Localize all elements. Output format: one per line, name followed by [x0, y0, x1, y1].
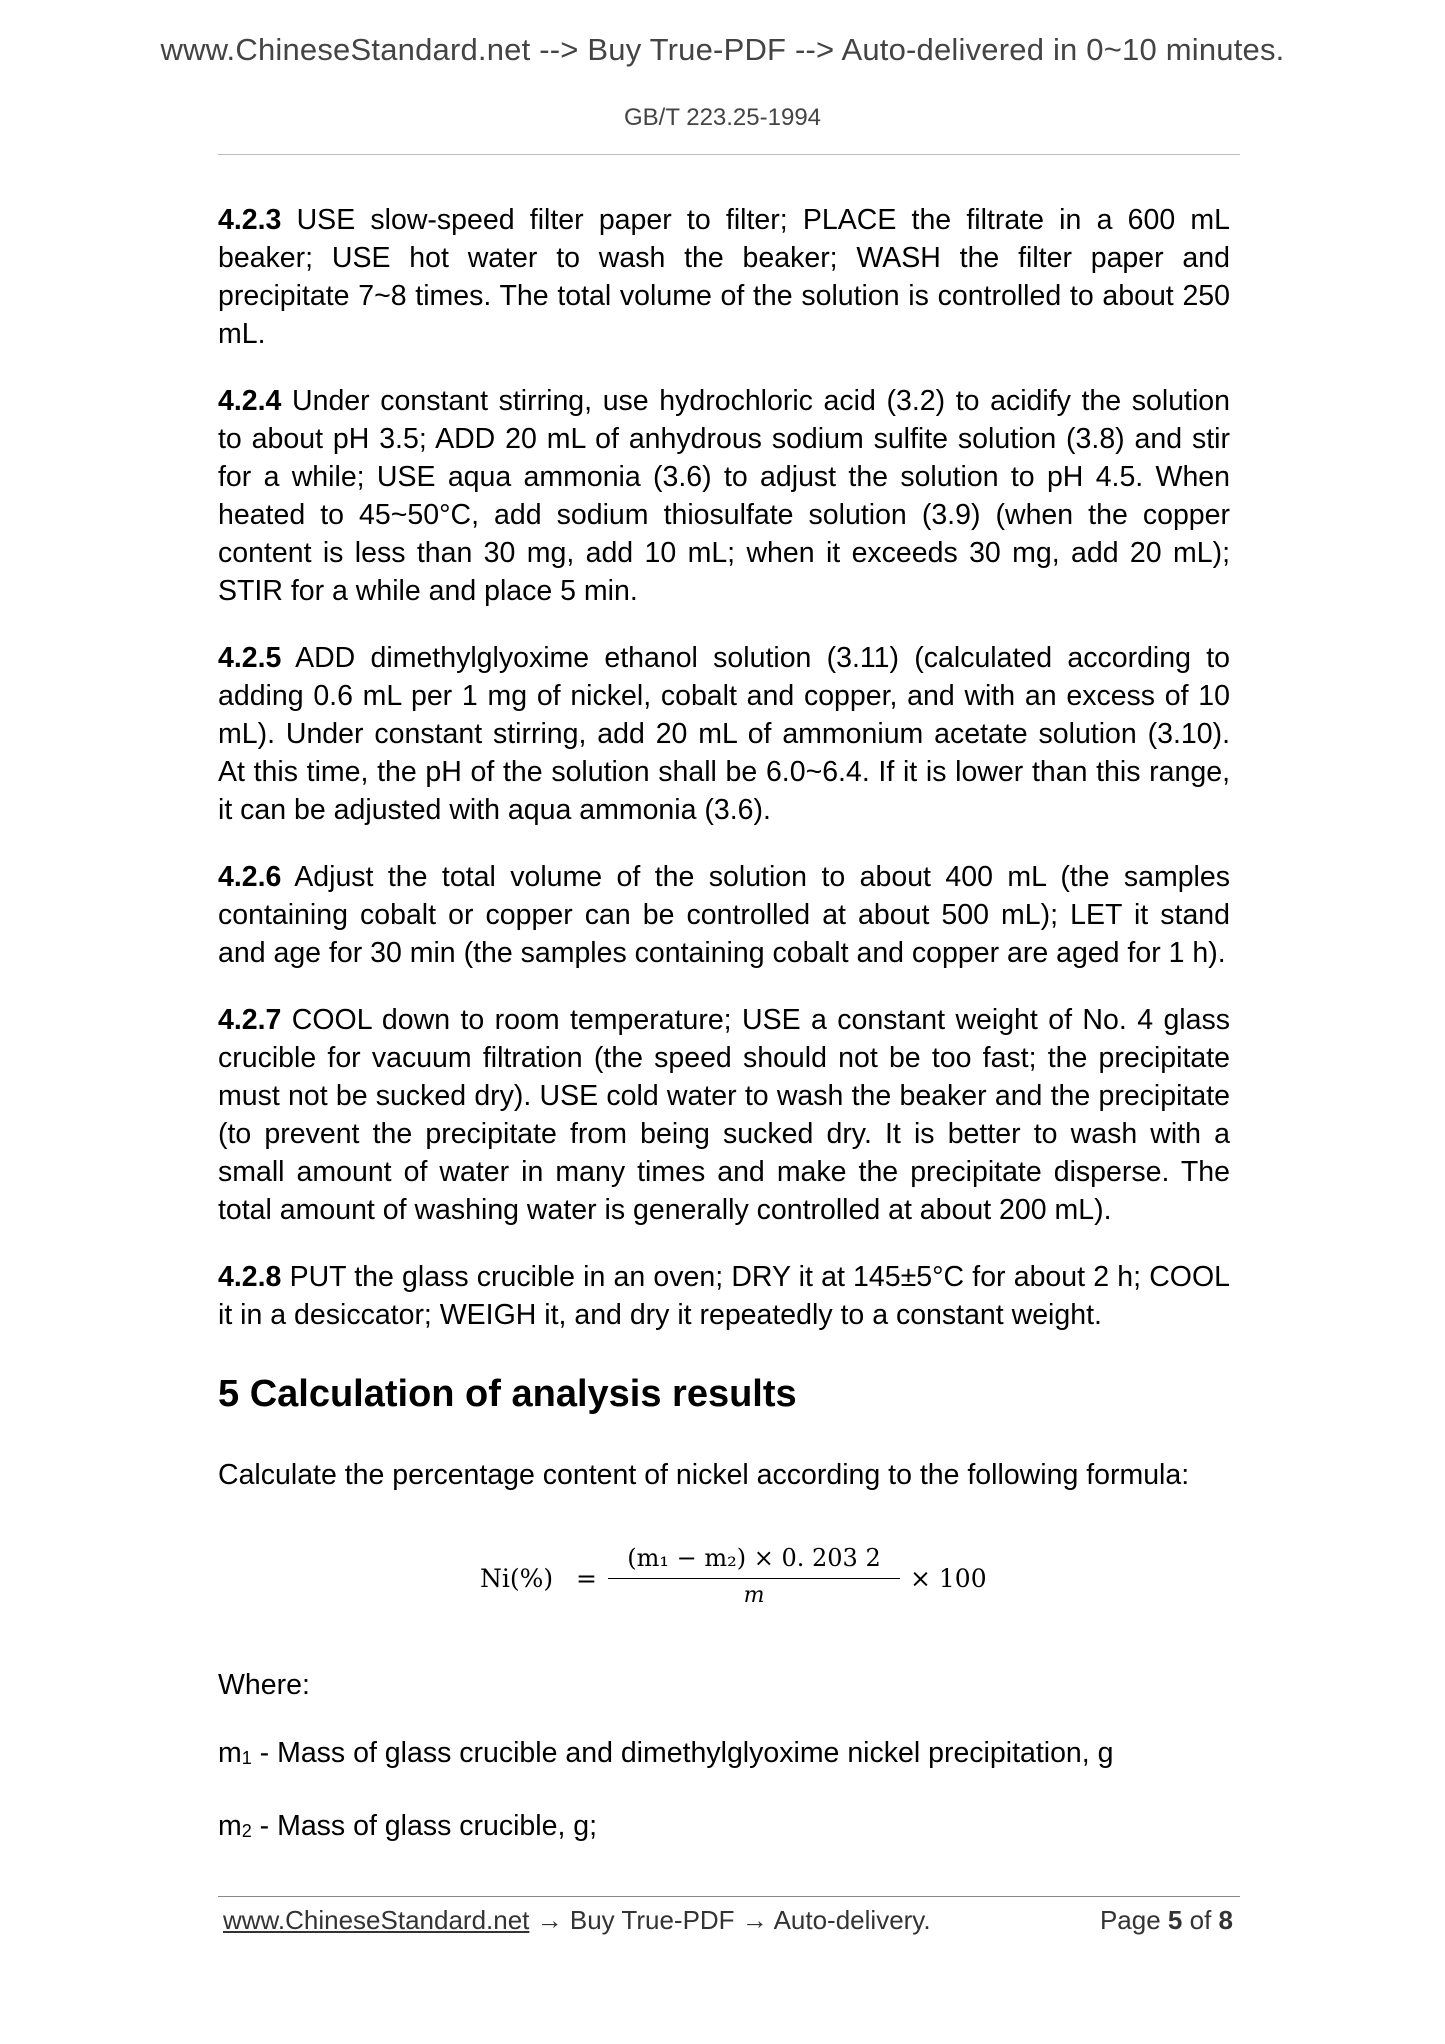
symbol-subscript: 1: [241, 1748, 252, 1768]
paragraph-4-2-7: [218, 1001, 1230, 1229]
header-rule: [218, 154, 1240, 155]
formula-lhs: Ni(%): [480, 1564, 554, 1593]
paragraph-4-2-8: [218, 1258, 1230, 1334]
clause-number: 4.2.8: [218, 1261, 282, 1293]
clause-number: 4.2.3: [218, 204, 282, 236]
clause-number: 4.2.7: [218, 1004, 282, 1036]
paragraph-4-2-6: [218, 858, 1230, 972]
definition-m2: [218, 1807, 1230, 1850]
section-heading: 5 Calculation of analysis results: [218, 1373, 797, 1415]
where-label: Where:: [218, 1669, 310, 1701]
page-number: 5: [1167, 1905, 1183, 1935]
clause-number: 4.2.6: [218, 861, 282, 893]
formula-intro: Calculate the percentage content of nickel according to the following formula:: [218, 1459, 1190, 1491]
formula-equals: =: [576, 1564, 597, 1593]
of-label: of: [1189, 1905, 1212, 1935]
top-banner: www.ChineseStandard.net --> Buy True-PDF --> Auto-delivered in 0~10 minutes.: [160, 32, 1285, 67]
clause-text: ADD dimethylglyoxime ethanol solution (3.11) (calculated according to adding 0.6 mL per 1 mg of nickel, cobalt and copper, and with an excess of 10 mL). Under constant stirring, add 20 mL of ammonium acetate solution (3.10). At this time, the pH of the solution shall be 6.0~6.4. If it is lower than this range, it can be adjusted with aqua ammonia (3.6).: [218, 642, 1230, 826]
paragraph-4-2-4: [218, 382, 1230, 610]
page-content: [218, 201, 1230, 1880]
page-label: Page: [1099, 1905, 1161, 1935]
clause-text: COOL down to room temperature; USE a constant weight of No. 4 glass crucible for vacuum filtration (the speed should not be too fast; the precipitate must not be sucked dry). USE cold water to wash the beaker and the precipitate (to prevent the precipitate from being sucked dry. It is better to wash with a small amount of water in many times and make the precipitate disperse. The total amount of washing water is generally controlled at about 200 mL).: [218, 1004, 1230, 1226]
clause-text: Under constant stirring, use hydrochloric acid (3.2) to acidify the solution to about pH 3.5; ADD 20 mL of anhydrous sodium sulfite solution (3.8) and stir for a while; USE aqua ammonia (3.6) to adjust the solution to pH 4.5. When heated to 45~50°C, add sodium thiosulfate solution (3.9) (when the copper content is less than 30 mg, add 10 mL; when it exceeds 30 mg, add 20 mL); STIR for a while and place 5 min.: [218, 385, 1230, 607]
definition-text: - Mass of glass crucible and dimethylglyoxime nickel precipitation, g: [251, 1737, 1114, 1769]
formula-numerator: (m₁ − m₂) × 0. 203 2: [627, 1544, 881, 1572]
paragraph-4-2-3: [218, 201, 1230, 353]
standard-code: GB/T 223.25-1994: [623, 104, 822, 131]
formula-multiplier: × 100: [910, 1564, 987, 1593]
symbol-subscript: 2: [241, 1821, 252, 1841]
definition-text: - Mass of glass crucible, g;: [251, 1810, 598, 1842]
footer: [223, 1900, 1233, 1940]
clause-text: Adjust the total volume of the solution to about 400 mL (the samples containing cobalt or copper can be controlled at about 500 mL); LET it stand and age for 30 min (the samples containing cobalt and copper are aged for 1 h).: [218, 861, 1230, 969]
footer-link[interactable]: www.ChineseStandard.net: [223, 1905, 530, 1935]
clause-number: 4.2.5: [218, 642, 282, 674]
formula-fraction: [608, 1544, 900, 1608]
clause-text: USE slow-speed filter paper to filter; PLACE the filtrate in a 600 mL beaker; USE hot water to wash the beaker; WASH the filter paper and precipitate 7~8 times. The total volume of the solution is controlled to about 250 mL.: [218, 204, 1230, 350]
clause-text: PUT the glass crucible in an oven; DRY it at 145±5°C for about 2 h; COOL it in a desiccator; WEIGH it, and dry it repeatedly to a constant weight.: [218, 1261, 1230, 1331]
definition-m1: [218, 1734, 1230, 1777]
footer-rule: [218, 1896, 1240, 1897]
page-total: 8: [1218, 1905, 1233, 1935]
symbol: m: [218, 1737, 242, 1769]
page-indicator: [1100, 1900, 1233, 1940]
paragraph-4-2-5: [218, 639, 1230, 829]
symbol: m: [218, 1810, 242, 1842]
footer-text: → Buy True-PDF → Auto-delivery.: [529, 1905, 931, 1935]
clause-number: 4.2.4: [218, 385, 282, 417]
formula-denominator: m: [743, 1583, 765, 1608]
nickel-formula: [218, 1544, 1230, 1614]
